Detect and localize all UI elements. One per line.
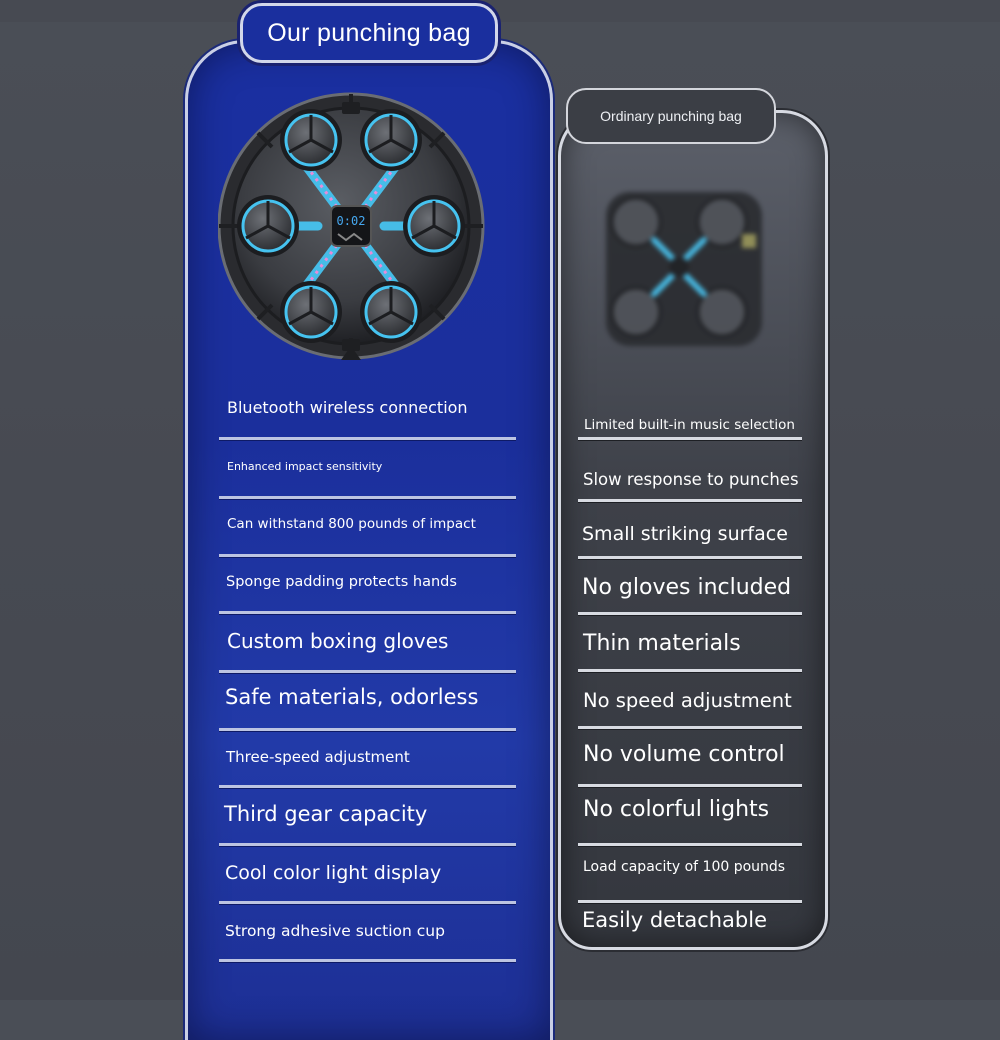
divider [219, 959, 516, 962]
our-feature-7: Three-speed adjustment [226, 748, 410, 766]
divider [219, 785, 516, 788]
ordinary-feature-7: No volume control [583, 742, 785, 767]
divider [578, 437, 802, 440]
our-feature-5: Custom boxing gloves [227, 629, 449, 653]
divider [578, 669, 802, 672]
our-feature-1: Bluetooth wireless connection [227, 398, 468, 417]
our-feature-8: Third gear capacity [224, 802, 428, 826]
our-feature-2: Enhanced impact sensitivity [227, 460, 383, 473]
ordinary-feature-8: No colorful lights [583, 797, 770, 822]
ordinary-feature-1: Limited built-in music selection [584, 417, 795, 433]
divider [578, 556, 802, 559]
our-feature-6: Safe materials, odorless [225, 685, 479, 709]
divider [219, 496, 516, 499]
ordinary-feature-6: No speed adjustment [583, 689, 792, 712]
our-bag-title: Our punching bag [240, 3, 498, 63]
ordinary-product-image [592, 184, 772, 354]
ordinary-feature-9: Load capacity of 100 pounds [583, 859, 786, 875]
divider [578, 612, 802, 615]
our-feature-4: Sponge padding protects hands [226, 574, 457, 590]
divider [219, 437, 516, 440]
ordinary-feature-10: Easily detachable [582, 908, 768, 932]
top-strip [0, 0, 1000, 22]
display-readout: 0:02 [336, 214, 366, 228]
ordinary-feature-5: Thin materials [583, 631, 741, 656]
divider [219, 611, 516, 614]
our-product-image [218, 84, 488, 370]
our-feature-9: Cool color light display [225, 862, 442, 884]
divider [578, 900, 802, 903]
divider [219, 670, 516, 673]
divider [219, 728, 516, 731]
divider [578, 499, 802, 502]
divider [219, 554, 516, 557]
ordinary-feature-4: No gloves included [582, 575, 792, 600]
divider [578, 726, 802, 729]
divider [578, 784, 802, 787]
divider [219, 843, 516, 846]
ordinary-feature-2: Slow response to punches [583, 470, 799, 489]
ordinary-bag-title: Ordinary punching bag [566, 88, 776, 144]
center-display [331, 206, 371, 246]
divider [219, 901, 516, 904]
ordinary-feature-3: Small striking surface [582, 523, 788, 545]
our-feature-10: Strong adhesive suction cup [225, 922, 445, 940]
divider [578, 843, 802, 846]
our-feature-3: Can withstand 800 pounds of impact [227, 516, 476, 532]
